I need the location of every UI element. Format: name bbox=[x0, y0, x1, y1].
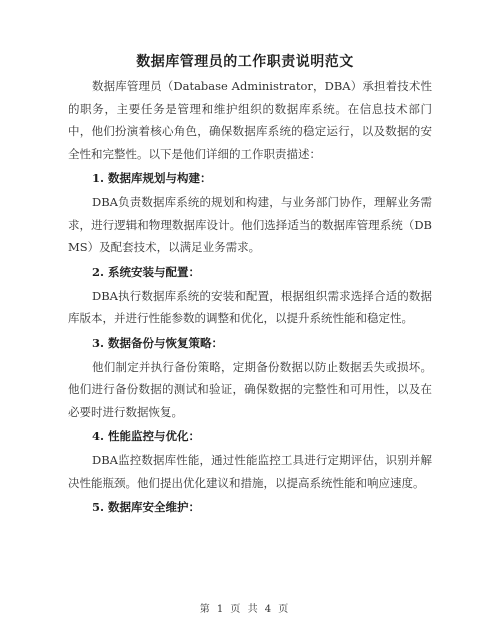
document-body bbox=[68, 75, 432, 520]
section-body: DBA监控数据库性能，通过性能监控工具进行定期评估，识别并解决性能瓶颈。他们提出优化建议和措施，以提高系统性能和响应速度。 bbox=[68, 453, 432, 490]
section-heading: 5. 数据库安全维护： bbox=[92, 500, 201, 514]
section-1 bbox=[68, 165, 432, 259]
section-3 bbox=[68, 330, 432, 424]
page-number: 第 1 页 共 4 页 bbox=[199, 604, 291, 615]
section-body: 他们制定并执行备份策略，定期备份数据以防止数据丢失或损坏。他们进行备份数据的测试和验证，确保数据的完整性和可用性，以及在必要时进行数据恢复。 bbox=[68, 359, 432, 419]
section-heading: 3. 数据备份与恢复策略： bbox=[92, 335, 224, 350]
section-heading: 2. 系统安装与配置： bbox=[92, 264, 201, 279]
document-title: 数据库管理员的工作职责说明范文 bbox=[136, 54, 354, 70]
intro-paragraph: 数据库管理员（Database Administrator，DBA）承担着技术性的职务，主要任务是管理和维护组织的数据库系统。在信息技术部门中，他们扮演着核心角色，确保数据库系统的稳定运行，以及数据的安全性和完整性。以下是他们详细的工作职责描述： bbox=[68, 79, 432, 161]
section-heading: 4. 性能监控与优化： bbox=[92, 429, 201, 443]
section-4 bbox=[68, 423, 432, 494]
section-body: DBA负责数据库系统的规划和构建，与业务部门协作，理解业务需求，进行逻辑和物理数据库设计。他们选择适当的数据库管理系统（DBMS）及配套技术，以满足业务需求。 bbox=[68, 195, 432, 254]
section-5 bbox=[68, 494, 432, 520]
section-2 bbox=[68, 259, 432, 330]
section-heading: 1. 数据库规划与构建： bbox=[92, 171, 212, 185]
section-body: DBA执行数据库系统的安装和配置，根据组织需求选择合适的数据库版本，并进行性能参数的调整和优化，以提升系统性能和稳定性。 bbox=[68, 288, 432, 325]
